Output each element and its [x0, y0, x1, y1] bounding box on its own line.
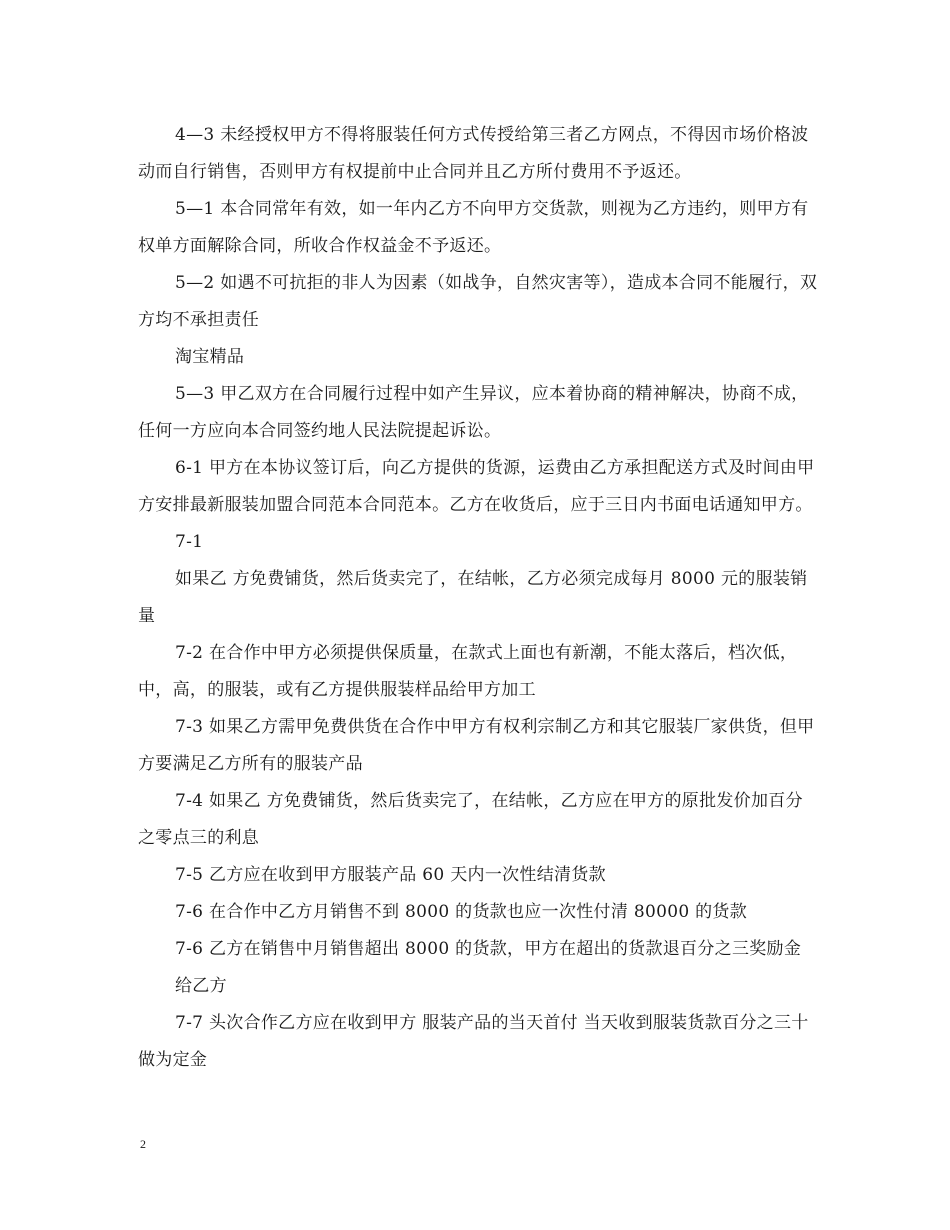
- paragraph-4-3: 4—3 未经授权甲方不得将服装任何方式传授给第三者乙方网点，不得因市场价格波动而自行销售，否则甲方有权提前中止合同并且乙方所付费用不予返还。: [138, 125, 809, 182]
- paragraph-7-4: 7-4 如果乙 方免费铺货，然后货卖完了，在结帐，乙方应在甲方的原批发价加百分之零点三的利息: [138, 791, 803, 848]
- page-number: 2: [140, 1137, 146, 1151]
- paragraph-5-2: 5—2 如遇不可抗拒的非人为因素（如战争，自然灾害等），造成本合同不能履行，双方均不承担责任: [138, 273, 818, 330]
- paragraph-5-3: 5—3 甲乙双方在合同履行过程中如产生异议，应本着协商的精神解决，协商不成，任何一方应向本合同签约地人民法院提起诉讼。: [138, 384, 809, 441]
- paragraph-7-6a: 7-6 在合作中乙方月销售不到 8000 的货款也应一次性付清 80000 的货款: [175, 902, 748, 922]
- paragraph-give-party-b: 给乙方: [175, 976, 227, 996]
- paragraph-7-2: 7-2 在合作中甲方必须提供保质量，在款式上面也有新潮，不能太落后，档次低，中，高，的服装，或有乙方提供服装样品给甲方加工: [138, 643, 798, 700]
- paragraph-7-6b: 7-6 乙方在销售中月销售超出 8000 的货款，甲方在超出的货款退百分之三奖励金: [175, 939, 802, 959]
- paragraph-5-1: 5—1 本合同常年有效，如一年内乙方不向甲方交货款，则视为乙方违约，则甲方有权单方面解除合同，所收合作权益金不予返还。: [138, 199, 809, 256]
- document-body: [138, 117, 818, 1079]
- paragraph-7-1-heading: 7-1: [175, 532, 204, 552]
- paragraph-7-5: 7-5 乙方应在收到甲方服装产品 60 天内一次性结清货款: [175, 865, 606, 885]
- paragraph-7-3: 7-3 如果乙方需甲免费供货在合作中甲方有权利宗制乙方和其它服装厂家供货，但甲方要满足乙方所有的服装产品: [138, 717, 815, 774]
- paragraph-6-1: 6-1 甲方在本协议签订后，向乙方提供的货源，运费由乙方承担配送方式及时间由甲方安排最新服装加盟合同范本合同范本。乙方在收货后，应于三日内书面电话通知甲方。: [138, 458, 815, 515]
- paragraph-taobao: 淘宝精品: [175, 347, 245, 367]
- paragraph-7-7: 7-7 头次合作乙方应在收到甲方 服装产品的当天首付 当天收到服装货款百分之三十做为定金: [138, 1013, 809, 1070]
- paragraph-7-1-body: 如果乙 方免费铺货，然后货卖完了，在结帐，乙方必须完成每月 8000 元的服装销量: [138, 569, 808, 626]
